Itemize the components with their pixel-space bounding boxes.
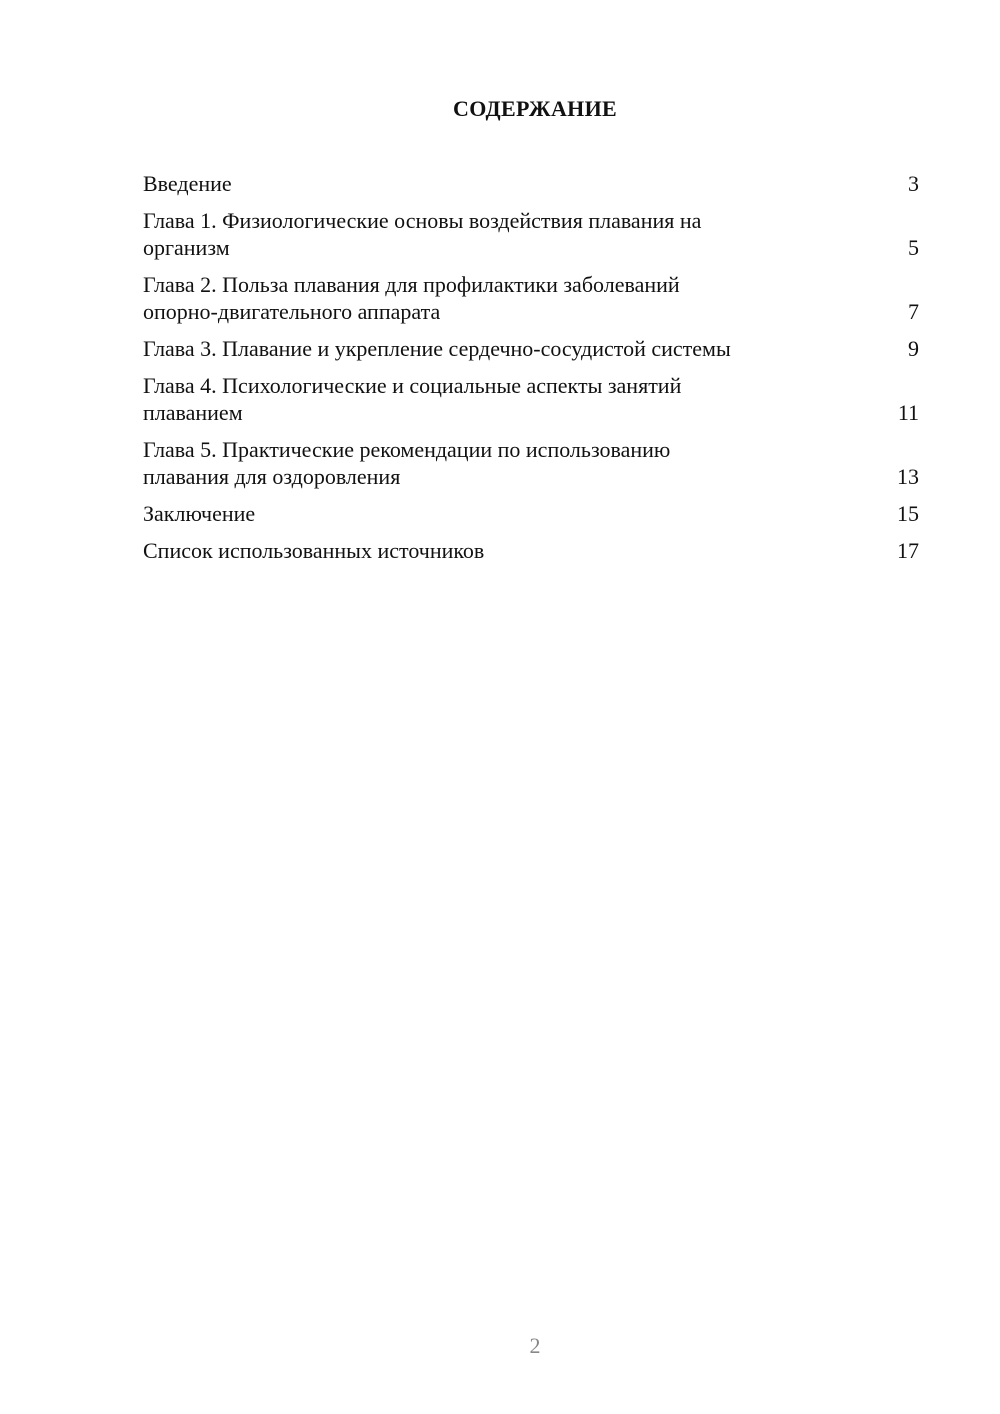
toc-entry-page-number: 3 [908,171,919,196]
toc-entry-introduction[interactable] [143,170,919,197]
toc-entry-conclusion[interactable] [143,500,919,527]
toc-entry-title: Глава 4. Психологические и социальные аспекты занятий плаванием [143,373,682,425]
toc-entry-page-number: 11 [897,400,919,425]
toc-entry-title: Список использованных источников [143,538,485,563]
toc-entry-title: Глава 2. Польза плавания для профилактики заболеваний опорно-двигательного аппарата [143,272,680,324]
toc-entry-page-number: 15 [897,501,919,526]
toc-entry-page-number: 7 [908,299,919,324]
toc-entry-title: Заключение [143,501,256,526]
toc-entry-page-number: 17 [897,538,919,563]
toc-entry-title: Глава 1. Физиологические основы воздействия плавания на организм [143,208,702,260]
toc-entry-chapter-1[interactable] [143,207,919,261]
toc-entry-title: Введение [143,171,232,196]
toc-entry-page-number: 5 [908,235,919,260]
toc-entry-chapter-3[interactable] [143,335,919,362]
toc-entry-chapter-2[interactable] [143,271,919,325]
toc-entry-title: Глава 3. Плавание и укрепление сердечно-сосудистой системы [143,336,731,361]
toc-entry-page-number: 9 [908,336,919,361]
page-number: 2 [529,1333,541,1358]
toc-entry-references[interactable] [143,537,919,564]
toc-entry-chapter-5[interactable] [143,436,919,490]
table-of-contents [143,170,919,574]
toc-entry-title: Глава 5. Практические рекомендации по использованию плавания для оздоровления [143,437,671,489]
page-title: СОДЕРЖАНИЕ [453,96,617,121]
toc-entry-chapter-4[interactable] [143,372,919,426]
toc-entry-page-number: 13 [897,464,919,489]
